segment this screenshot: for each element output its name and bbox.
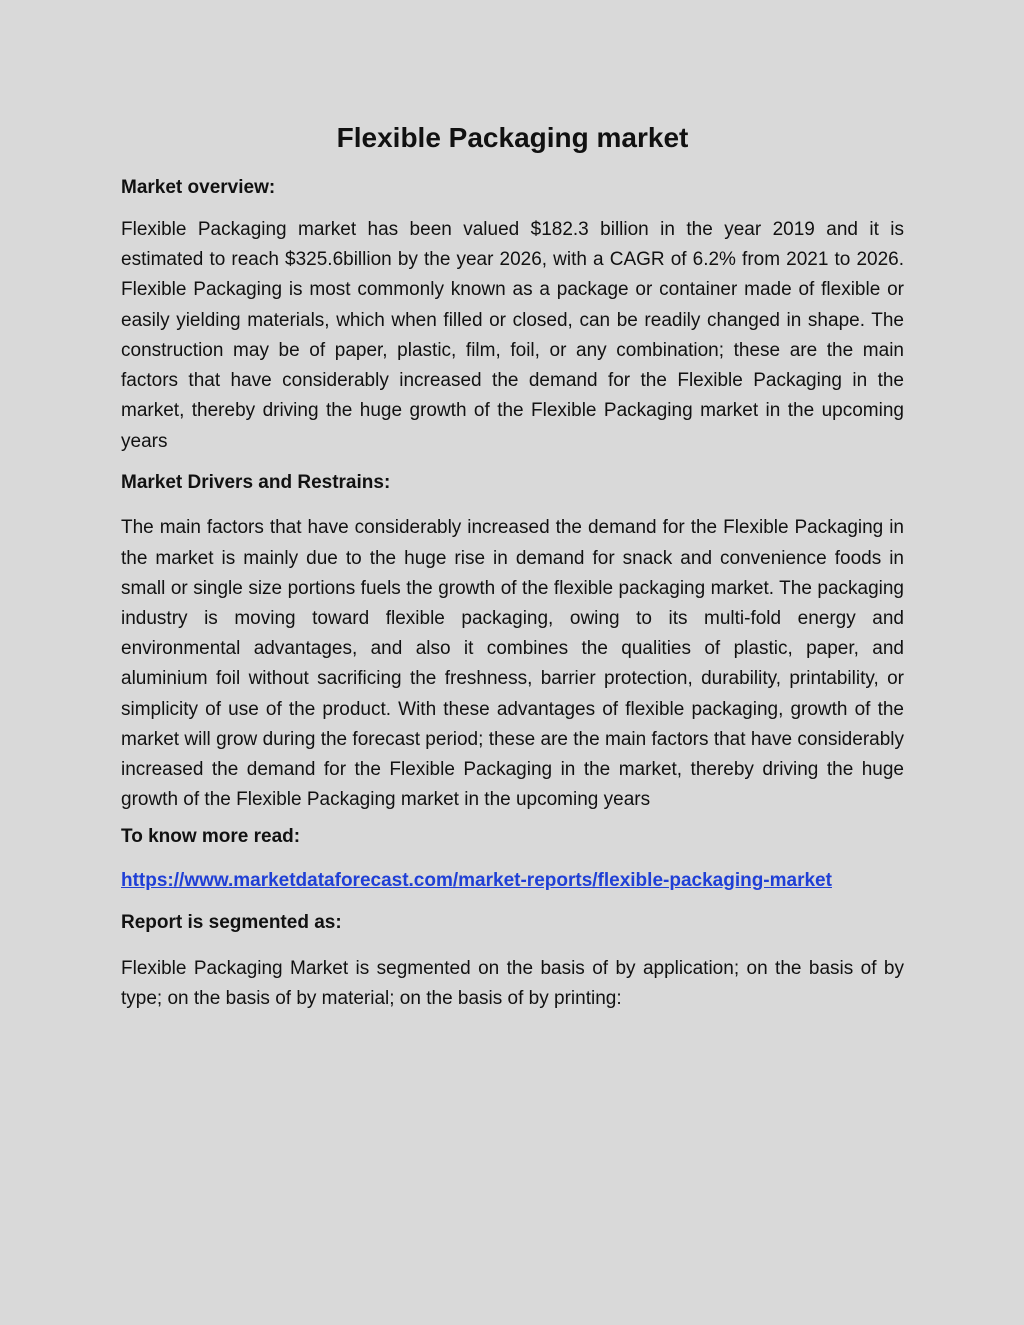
heading-market-overview: Market overview: xyxy=(121,177,276,199)
document-page xyxy=(121,120,904,1024)
heading-report-segmented: Report is segmented as: xyxy=(121,912,342,934)
heading-know-more: To know more read: xyxy=(121,826,301,848)
report-link[interactable]: https://www.marketdataforecast.com/market-reports/flexible-packaging-market xyxy=(121,870,832,892)
paragraph-segmentation: Flexible Packaging Market is segmented on the basis of by application; on the basis of by type; on the basis of by material; on the basis of by printing: xyxy=(121,957,904,1009)
heading-market-drivers: Market Drivers and Restrains: xyxy=(121,471,391,493)
document-title: Flexible Packaging market xyxy=(336,122,689,153)
paragraph-market-drivers: The main factors that have considerably increased the demand for the Flexible Packaging in the market is mainly due to the huge rise in demand for snack and convenience foods in small or single size portions fuels the growth of the flexible packaging market. The packaging industry is moving toward flexible packaging, owing to its multi-fold energy and environmental advantages, and also it combines the qualities of plastic, paper, and aluminium foil without sacrificing the freshness, barrier protection, durability, printability, or simplicity of use of the product. With these advantages of flexible packaging, growth of the market will grow during the forecast period; these are the main factors that have considerably increased the demand for the Flexible Packaging in the market, thereby driving the huge growth of the Flexible Packaging market in the upcoming years xyxy=(121,517,904,811)
link-container xyxy=(121,864,904,897)
paragraph-market-overview: Flexible Packaging market has been valued $182.3 billion in the year 2019 and it is estimated to reach $325.6billion by the year 2026, with a CAGR of 6.2% from 2021 to 2026. Flexible Packaging is most commonly known as a package or container made of flexible or easily yielding materials, which when filled or closed, can be readily changed in shape. The construction may be of paper, plastic, film, foil, or any combination; these are the main factors that have considerably increased the demand for the Flexible Packaging in the market, thereby driving the huge growth of the Flexible Packaging market in the upcoming years xyxy=(121,219,904,452)
